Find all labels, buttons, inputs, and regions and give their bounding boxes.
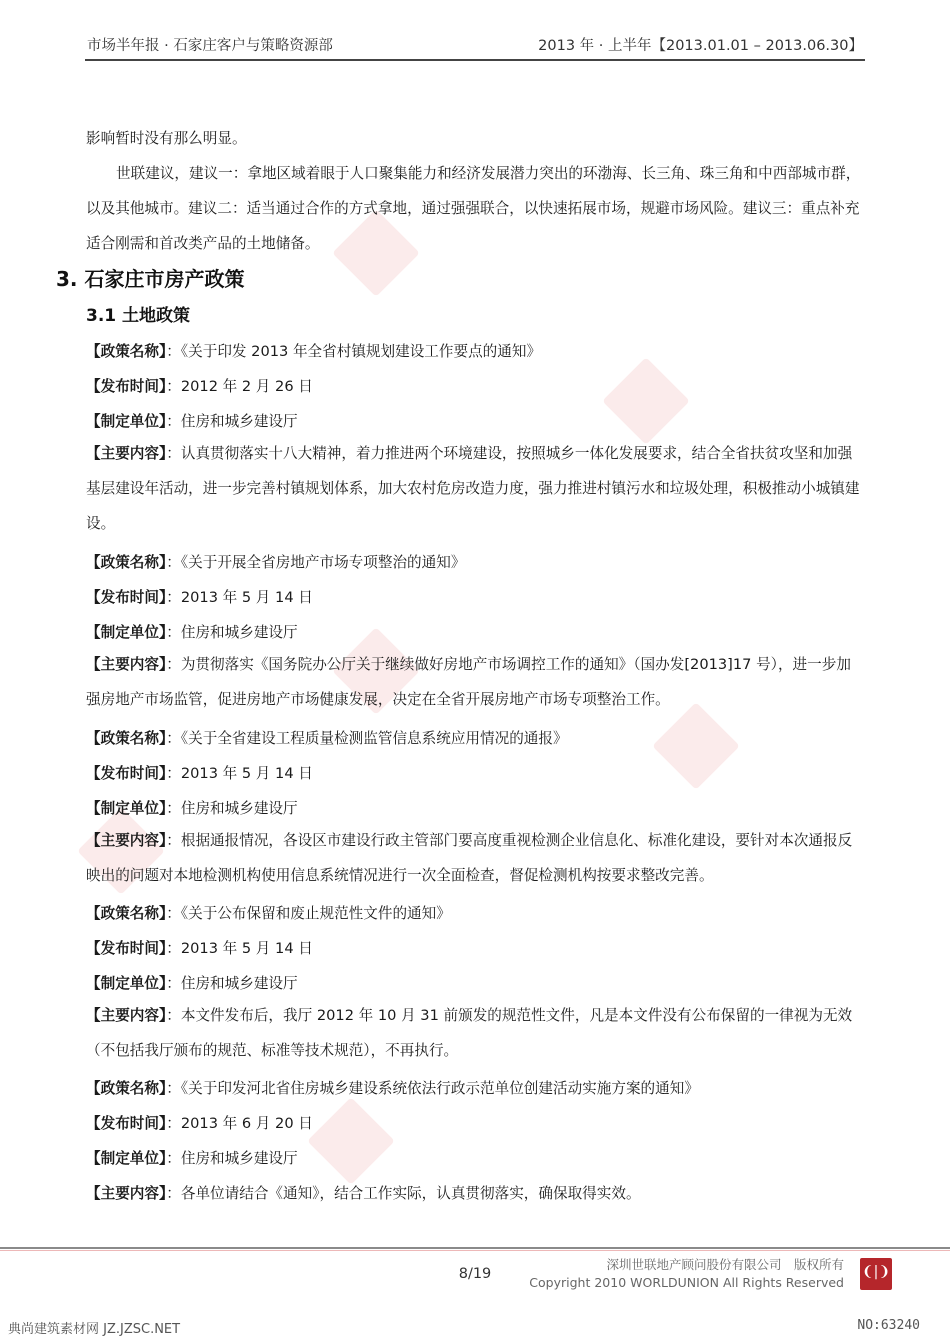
policy-content-label: 【主要内容】 [86,445,167,462]
policy-unit-value: ：住房和城乡建设厅 [166,800,298,817]
policy-date [86,586,861,607]
page-number: 8/19 [458,1266,492,1282]
policy-content [86,998,861,1068]
policy-content-value: ：认真贯彻落实十八大精神，着力推进两个环境建设，按照城乡一体化发展要求，结合全省扶贫攻坚和加强基层建设年活动，进一步完善村镇规划体系，加大农村危房改造力度，强力推进村镇污水和垃圾处理，积极推动小城镇建设。 [86,445,860,532]
footer-accent-line [0,1250,950,1251]
policy-name [86,551,861,572]
policy-name [86,902,861,923]
policy-unit-label: 【制定单位】 [86,1150,167,1167]
policy-content [86,436,861,541]
policy-name-value: ：《关于印发河北省住房城乡建设系统依法行政示范单位创建活动实施方案的通知》 [166,1080,699,1097]
policy-unit [86,1147,861,1168]
policy-unit-value: ：住房和城乡建设厅 [166,413,298,430]
policy-date [86,375,861,396]
policy-date [86,1112,861,1133]
policy-unit-label: 【制定单位】 [86,975,167,992]
policy-date-label: 【发布时间】 [86,378,167,395]
policy-name [86,340,861,361]
policy-content [86,823,861,893]
policy-name-value: ：《关于全省建设工程质量检测监管信息系统应用情况的通报》 [166,730,568,747]
policy-unit [86,972,861,993]
document-id: NO:63240 [857,1318,920,1333]
policy-date-label: 【发布时间】 [86,940,167,957]
policy-date-label: 【发布时间】 [86,589,167,606]
policy-name-label: 【政策名称】 [86,905,167,922]
policy-content [86,647,861,717]
policy-date-value: ：2013 年 5 月 14 日 [166,765,313,782]
policy-name [86,1077,861,1098]
policy-unit [86,797,861,818]
source-site: 典尚建筑素材网 JZ.JZSC.NET [8,1322,181,1337]
policy-content-label: 【主要内容】 [86,1007,167,1024]
policy-content-value: ：根据通报情况，各设区市建设行政主管部门要高度重视检测企业信息化、标准化建设，要针对本次通报反映出的问题对本地检测机构使用信息系统情况进行一次全面检查，督促检测机构按要求整改完善。 [86,832,853,884]
policy-unit-label: 【制定单位】 [86,624,167,641]
policy-date-value: ：2013 年 5 月 14 日 [166,589,313,606]
policy-name-value: ：《关于印发 2013 年全省村镇规划建设工作要点的通知》 [166,343,542,360]
policy-name-value: ：《关于开展全省房地产市场专项整治的通知》 [166,554,466,571]
policy-content [86,1182,861,1203]
policy-date [86,762,861,783]
company-logo-icon: ❨|❩ [860,1258,892,1290]
policy-date-label: 【发布时间】 [86,765,167,782]
policy-unit [86,410,861,431]
policy-content-value: ：为贯彻落实《国务院办公厅关于继续做好房地产市场调控工作的通知》（国办发[2013]17 号），进一步加强房地产市场监管，促进房地产市场健康发展，决定在全省开展房地产市场专项整治工作。 [86,656,851,708]
policy-content-value: ：本文件发布后，我厅 2012 年 10 月 31 前颁发的规范性文件，凡是本文件没有公布保留的一律视为无效（不包括我厅颁布的规范、标准等技术规范），不再执行。 [86,1007,853,1059]
section-title: 3. 石家庄市房产政策 [56,267,245,291]
policy-unit-label: 【制定单位】 [86,800,167,817]
policy-unit-value: ：住房和城乡建设厅 [166,975,298,992]
footer-divider [0,1247,950,1249]
policy-name-label: 【政策名称】 [86,1080,167,1097]
header-report-title: 市场半年报 · 石家庄客户与策略资源部 [87,38,333,54]
policy-content-label: 【主要内容】 [86,1185,167,1202]
policy-content-label: 【主要内容】 [86,656,167,673]
policy-unit-value: ：住房和城乡建设厅 [166,624,298,641]
policy-name-label: 【政策名称】 [86,730,167,747]
policy-date [86,937,861,958]
policy-content-value: ：各单位请结合《通知》，结合工作实际，认真贯彻落实，确保取得实效。 [166,1185,641,1202]
policy-name-label: 【政策名称】 [86,554,167,571]
policy-unit-value: ：住房和城乡建设厅 [166,1150,298,1167]
header-divider [85,59,865,61]
watermark-logo [307,1097,395,1185]
footer-company [529,1256,844,1292]
intro-line: 影响暂时没有那么明显。 [86,130,247,147]
copyright-text: Copyright 2010 WORLDUNION All Rights Reserved [529,1275,844,1290]
company-name: 深圳世联地产顾问股份有限公司 版权所有 [606,1257,844,1272]
header-period: 2013 年 · 上半年【2013.01.01 – 2013.06.30】 [538,38,863,54]
intro-paragraph [86,156,861,261]
policy-name [86,727,861,748]
policy-date-value: ：2013 年 5 月 14 日 [166,940,313,957]
watermark-logo [602,357,690,445]
intro-paragraph-text: 世联建议，建议一：拿地区域着眼于人口聚集能力和经济发展潜力突出的环渤海、长三角、珠三角和中西部城市群，以及其他城市。建议二：适当通过合作的方式拿地，通过强强联合，以快速拓展市场，规避市场风险。建议三：重点补充适合刚需和首改类产品的土地储备。 [86,165,861,252]
subsection-title: 3.1 土地政策 [86,306,191,326]
page-header [85,0,865,60]
policy-unit [86,621,861,642]
policy-unit-label: 【制定单位】 [86,413,167,430]
policy-date-label: 【发布时间】 [86,1115,167,1132]
policy-name-label: 【政策名称】 [86,343,167,360]
policy-date-value: ：2012 年 2 月 26 日 [166,378,313,395]
policy-content-label: 【主要内容】 [86,832,167,849]
policy-date-value: ：2013 年 6 月 20 日 [166,1115,313,1132]
policy-name-value: ：《关于公布保留和废止规范性文件的通知》 [166,905,451,922]
